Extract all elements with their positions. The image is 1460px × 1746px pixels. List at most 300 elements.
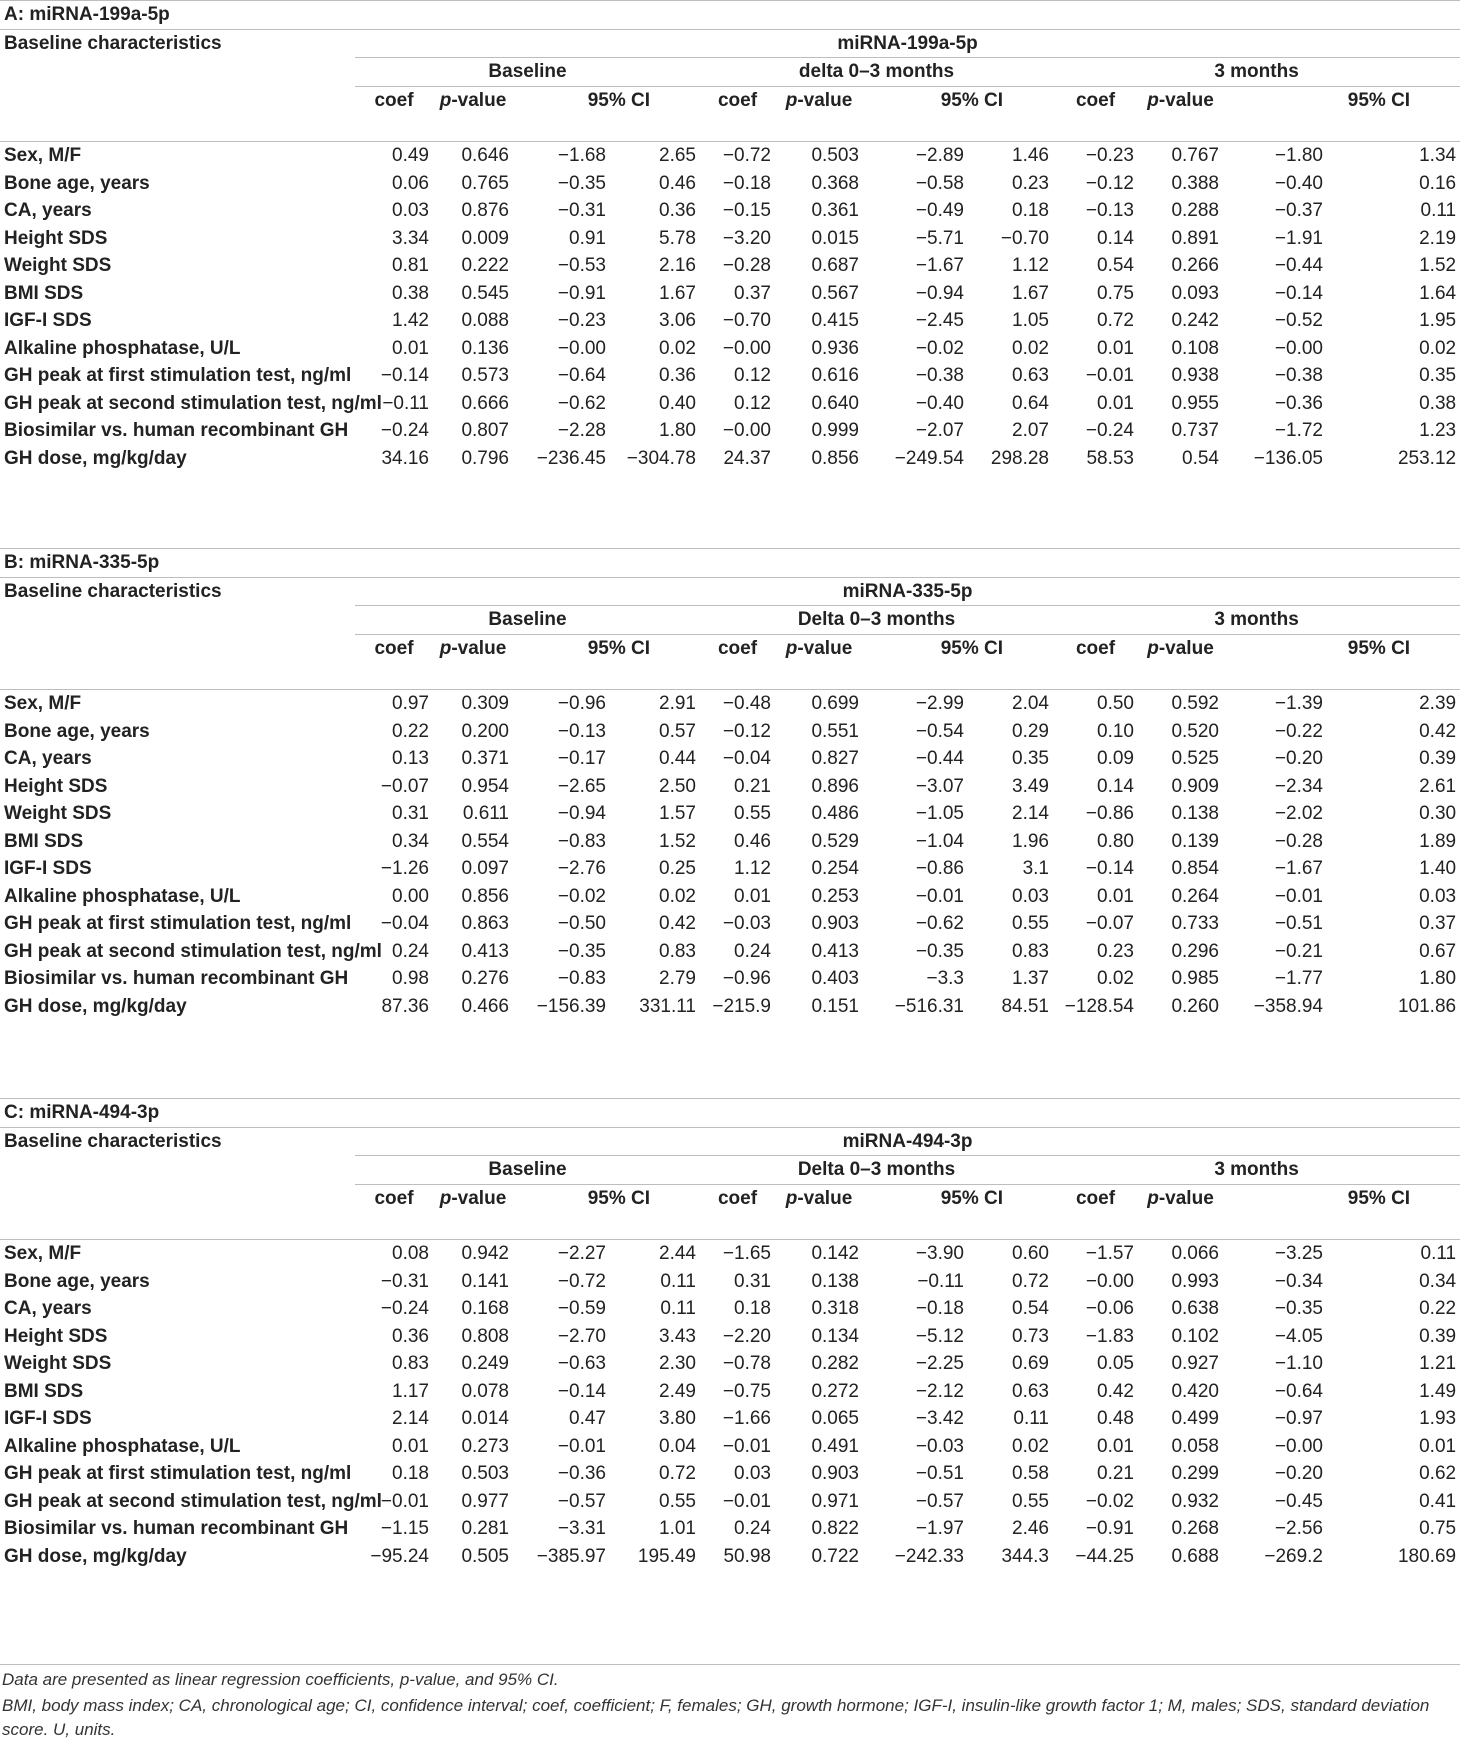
row-label: CA, years — [4, 748, 92, 769]
col-coef: coef — [374, 89, 414, 111]
cell-value: 0.242 — [1171, 310, 1219, 331]
cell-value: 3.49 — [1012, 775, 1049, 797]
cell-value: −0.03 — [915, 1435, 964, 1457]
col-95-ci: 95% CI — [1347, 637, 1411, 659]
cell-value: 0.253 — [811, 885, 859, 907]
cell-value: −1.65 — [722, 1243, 771, 1264]
cell-value: 1.17 — [392, 1380, 429, 1402]
cell-value: 0.856 — [811, 447, 859, 469]
cell-value: 0.249 — [461, 1353, 509, 1374]
cell-value: 0.54 — [1012, 1298, 1049, 1319]
cell-value: 0.01 — [392, 1435, 429, 1457]
row-label: Sex, M/F — [4, 1243, 82, 1264]
cell-value: 0.767 — [1171, 145, 1219, 166]
cell-value: 0.977 — [461, 1490, 509, 1512]
cell-value: 3.06 — [659, 310, 696, 331]
cell-value: −3.90 — [915, 1243, 964, 1264]
cell-value: 0.936 — [811, 337, 859, 359]
cell-value: 0.796 — [461, 447, 509, 469]
cell-value: 1.34 — [1419, 145, 1457, 166]
cell-value: 0.525 — [1171, 748, 1219, 769]
cell-value: −0.62 — [915, 913, 964, 934]
cell-value: 0.36 — [392, 1325, 429, 1347]
cell-value: 0.808 — [461, 1325, 509, 1347]
cell-value: 0.24 — [734, 1518, 771, 1539]
row-label: GH peak at second stimulation test, ng/ml — [4, 940, 382, 962]
cell-value: 0.891 — [1171, 227, 1219, 249]
cell-value: −3.25 — [1274, 1243, 1323, 1264]
cell-value: 0.03 — [1012, 885, 1049, 907]
cell-value: 0.01 — [1419, 1435, 1457, 1457]
cell-value: 0.03 — [1419, 885, 1457, 907]
table-row — [0, 993, 1460, 1021]
cell-value: −0.18 — [722, 172, 771, 194]
cell-value: −2.27 — [557, 1243, 606, 1264]
cell-value: 0.361 — [811, 200, 859, 221]
cell-value: 0.403 — [811, 968, 859, 989]
row-label: Bone age, years — [4, 720, 150, 742]
mirna-header: miRNA-199a-5p — [355, 29, 1460, 58]
cell-value: −0.00 — [722, 420, 771, 441]
table-row — [0, 745, 1460, 773]
table-row — [0, 773, 1460, 801]
cell-value: −2.76 — [557, 858, 606, 879]
cell-value: −0.36 — [557, 1463, 606, 1484]
table-row — [0, 1433, 1460, 1461]
cell-value: −0.04 — [380, 913, 429, 934]
cell-value: 0.807 — [461, 420, 509, 441]
cell-value: −0.53 — [557, 255, 606, 276]
cell-value: 0.01 — [734, 885, 771, 907]
cell-value: −0.83 — [557, 968, 606, 989]
cell-value: −0.03 — [722, 913, 771, 934]
cell-value: 0.35 — [1419, 365, 1457, 386]
cell-value: 0.288 — [1171, 200, 1219, 221]
cell-value: 0.640 — [811, 392, 859, 414]
cell-value: −3.31 — [557, 1518, 606, 1539]
cell-value: 1.37 — [1012, 968, 1049, 989]
cell-value: 2.30 — [659, 1353, 696, 1374]
cell-value: −0.49 — [915, 200, 964, 221]
cell-value: 0.687 — [811, 255, 859, 276]
cell-value: 0.688 — [1171, 1545, 1219, 1567]
table-row — [0, 800, 1460, 828]
cell-value: 2.14 — [1012, 803, 1049, 824]
cell-value: 0.909 — [1171, 775, 1219, 797]
cell-value: 0.42 — [1097, 1380, 1134, 1402]
col-coef: coef — [1075, 1187, 1116, 1209]
cell-value: −2.12 — [915, 1380, 964, 1402]
cell-value: 84.51 — [1001, 995, 1049, 1017]
cell-value: 3.34 — [392, 227, 429, 249]
cell-value: 0.13 — [392, 748, 429, 769]
cell-value: −3.42 — [915, 1408, 964, 1429]
cell-value: 0.50 — [1097, 693, 1134, 714]
cell-value: −0.51 — [1274, 913, 1323, 934]
cell-value: 0.554 — [461, 830, 509, 852]
cell-value: 344.3 — [1001, 1545, 1049, 1567]
cell-value: −1.91 — [1274, 227, 1323, 249]
cell-value: 0.491 — [811, 1435, 859, 1457]
cell-value: −0.15 — [722, 200, 771, 221]
cell-value: 0.282 — [811, 1353, 859, 1374]
cell-value: 58.53 — [1086, 447, 1134, 469]
cell-value: −2.02 — [1274, 803, 1323, 824]
cell-value: −1.67 — [1274, 858, 1323, 879]
cell-value: 3.43 — [659, 1325, 696, 1347]
cell-value: 0.822 — [811, 1518, 859, 1539]
cell-value: −0.48 — [722, 693, 771, 714]
cell-value: 2.65 — [659, 145, 696, 166]
cell-value: −0.11 — [917, 1270, 964, 1292]
cell-value: 0.55 — [1012, 913, 1049, 934]
cell-value: 0.75 — [1097, 282, 1134, 304]
cell-value: 0.97 — [392, 693, 429, 714]
table-row — [0, 1240, 1460, 1268]
cell-value: 5.78 — [659, 227, 696, 249]
cell-value: −385.97 — [536, 1545, 606, 1567]
cell-value: 0.75 — [1419, 1518, 1457, 1539]
cell-value: 0.11 — [1420, 200, 1457, 221]
cell-value: −2.65 — [557, 775, 606, 797]
cell-value: −0.35 — [557, 940, 606, 962]
table-row — [0, 1543, 1460, 1571]
cell-value: −0.94 — [915, 282, 964, 304]
cell-value: −0.57 — [915, 1490, 964, 1512]
cell-value: −2.28 — [557, 420, 606, 441]
cell-value: 195.49 — [637, 1545, 696, 1567]
row-label: GH peak at second stimulation test, ng/ml — [4, 1490, 382, 1512]
header-label: Baseline characteristics — [4, 580, 222, 602]
cell-value: 0.42 — [659, 913, 696, 934]
row-label: GH dose, mg/kg/day — [4, 1545, 187, 1567]
cell-value: −0.58 — [915, 172, 964, 194]
cell-value: −1.80 — [1274, 145, 1323, 166]
cell-value: 0.01 — [392, 337, 429, 359]
cell-value: −0.02 — [557, 885, 606, 907]
cell-value: 0.078 — [461, 1380, 509, 1402]
row-label: Weight SDS — [4, 1353, 112, 1374]
cell-value: 0.03 — [734, 1463, 771, 1484]
cell-value: 0.296 — [1171, 940, 1219, 962]
cell-value: 1.67 — [659, 282, 696, 304]
row-label: Height SDS — [4, 227, 108, 249]
group-header: delta 0–3 months — [700, 58, 1053, 87]
cell-value: −0.14 — [1274, 282, 1323, 304]
cell-value: −0.63 — [557, 1353, 606, 1374]
cell-value: −0.51 — [915, 1463, 964, 1484]
cell-value: 1.40 — [1419, 858, 1457, 879]
table-row — [0, 718, 1460, 746]
cell-value: −1.05 — [915, 803, 964, 824]
cell-value: 0.666 — [461, 392, 509, 414]
cell-value: 0.48 — [1097, 1408, 1134, 1429]
section-title: C: miRNA-494-3p — [0, 1099, 1460, 1128]
cell-value: 0.21 — [734, 775, 771, 797]
row-label: Weight SDS — [4, 255, 112, 276]
row-label: Weight SDS — [4, 803, 112, 824]
cell-value: −0.96 — [722, 968, 771, 989]
cell-value: 0.39 — [1419, 748, 1457, 769]
cell-value: 0.102 — [1171, 1325, 1219, 1347]
cell-value: 0.486 — [811, 803, 859, 824]
cell-value: −0.72 — [722, 145, 771, 166]
cell-value: 0.83 — [392, 1353, 429, 1374]
cell-value: 1.12 — [1012, 255, 1049, 276]
cell-value: −1.66 — [722, 1408, 771, 1429]
cell-value: 0.00 — [392, 885, 429, 907]
cell-value: 0.009 — [461, 227, 509, 249]
cell-value: −0.72 — [557, 1270, 606, 1292]
cell-value: 0.63 — [1012, 365, 1049, 386]
cell-value: −0.01 — [380, 1490, 429, 1512]
cell-value: −358.94 — [1253, 995, 1323, 1017]
col-coef: coef — [717, 89, 758, 111]
cell-value: −215.9 — [712, 995, 771, 1017]
cell-value: 0.932 — [1171, 1490, 1219, 1512]
cell-value: 0.83 — [1012, 940, 1049, 962]
cell-value: −1.04 — [915, 830, 964, 852]
table-row — [0, 1488, 1460, 1516]
cell-value: −0.01 — [557, 1435, 606, 1457]
cell-value: 0.29 — [1012, 720, 1049, 742]
cell-value: −0.06 — [1085, 1298, 1134, 1319]
cell-value: 0.39 — [1419, 1325, 1457, 1347]
cell-value: 0.733 — [1171, 913, 1219, 934]
col-95-ci: 95% CI — [1347, 89, 1411, 111]
col-p-value: p-value — [785, 1187, 853, 1209]
cell-value: 0.281 — [461, 1518, 509, 1539]
table-row — [0, 965, 1460, 993]
cell-value: 0.737 — [1171, 420, 1219, 441]
group-header: Baseline — [355, 606, 700, 635]
cell-value: −5.71 — [915, 227, 964, 249]
footnote-2: BMI, body mass index; CA, chronological age; CI, confidence interval; coef, coefficient; F, females; GH, growth hormone; IGF-I, insulin-like growth factor 1; M, males; SDS, standard deviation score. U, units. — [2, 1696, 1430, 1739]
cell-value: 0.36 — [659, 200, 696, 221]
row-label: Alkaline phosphatase, U/L — [4, 885, 241, 907]
cell-value: 3.1 — [1022, 858, 1049, 879]
cell-value: 0.954 — [461, 775, 509, 797]
cell-value: 0.466 — [461, 995, 509, 1017]
cell-value: 0.21 — [1097, 1463, 1134, 1484]
cell-value: 0.64 — [1012, 392, 1049, 414]
cell-value: −0.57 — [557, 1490, 606, 1512]
row-label: Alkaline phosphatase, U/L — [4, 337, 241, 359]
cell-value: 0.91 — [569, 227, 606, 249]
cell-value: 0.503 — [811, 145, 859, 166]
row-label: GH peak at first stimulation test, ng/ml — [4, 1463, 352, 1484]
cell-value: 0.01 — [1097, 392, 1134, 414]
cell-value: 0.02 — [1012, 1435, 1049, 1457]
cell-value: 0.260 — [1171, 995, 1219, 1017]
row-label: CA, years — [4, 200, 92, 221]
table-row — [0, 445, 1460, 473]
cell-value: 0.505 — [461, 1545, 509, 1567]
group-header: 3 months — [1053, 1156, 1460, 1185]
cell-value: 2.07 — [1012, 420, 1049, 441]
cell-value: 0.903 — [811, 1463, 859, 1484]
cell-value: 0.699 — [811, 693, 859, 714]
row-label: IGF-I SDS — [4, 1408, 92, 1429]
cell-value: 0.138 — [1171, 803, 1219, 824]
cell-value: 0.02 — [659, 337, 696, 359]
cell-value: 0.318 — [811, 1298, 859, 1319]
cell-value: 0.139 — [1171, 830, 1219, 852]
cell-value: −0.00 — [557, 337, 606, 359]
row-label: Sex, M/F — [4, 145, 82, 166]
cell-value: 0.413 — [461, 940, 509, 962]
cell-value: 0.57 — [659, 720, 696, 742]
cell-value: 0.55 — [659, 1490, 696, 1512]
cell-value: 0.22 — [392, 720, 429, 742]
col-coef: coef — [717, 1187, 758, 1209]
cell-value: 0.63 — [1012, 1380, 1049, 1402]
col-95-ci: 95% CI — [940, 89, 1003, 111]
cell-value: −0.36 — [1274, 392, 1323, 414]
cell-value: −1.83 — [1085, 1325, 1134, 1347]
cell-value: 0.065 — [811, 1408, 859, 1429]
row-label: IGF-I SDS — [4, 310, 92, 331]
cell-value: 1.80 — [1419, 968, 1457, 989]
section-title: B: miRNA-335-5p — [0, 549, 1460, 578]
cell-value: 0.273 — [461, 1435, 509, 1457]
cell-value: −0.23 — [557, 310, 606, 331]
cell-value: 0.98 — [392, 968, 429, 989]
cell-value: −0.14 — [380, 365, 429, 386]
cell-value: 0.015 — [811, 227, 859, 249]
cell-value: 0.42 — [1419, 720, 1457, 742]
cell-value: 0.55 — [734, 803, 771, 824]
cell-value: −269.2 — [1264, 1545, 1323, 1567]
table-row — [0, 1268, 1460, 1296]
cell-value: 0.18 — [734, 1298, 771, 1319]
cell-value: −2.34 — [1274, 775, 1323, 797]
cell-value: 0.272 — [811, 1380, 859, 1402]
cell-value: −236.45 — [536, 447, 606, 469]
row-label: Bone age, years — [4, 1270, 150, 1292]
cell-value: 2.14 — [392, 1408, 429, 1429]
table-row — [0, 142, 1460, 170]
cell-value: 298.28 — [990, 447, 1049, 469]
cell-value: 0.18 — [392, 1463, 429, 1484]
cell-value: 0.81 — [392, 255, 429, 276]
cell-value: −1.15 — [380, 1518, 429, 1539]
cell-value: 0.520 — [1171, 720, 1219, 742]
cell-value: 2.79 — [659, 968, 696, 989]
cell-value: −0.64 — [557, 365, 606, 386]
cell-value: −0.44 — [915, 748, 964, 769]
cell-value: −0.14 — [1085, 858, 1134, 879]
section-title: A: miRNA-199a-5p — [0, 1, 1460, 30]
cell-value: 0.896 — [811, 775, 859, 797]
cell-value: 0.854 — [1171, 858, 1219, 879]
row-label: Biosimilar vs. human recombinant GH — [4, 1518, 349, 1539]
cell-value: 0.415 — [811, 310, 859, 331]
cell-value: 87.36 — [381, 995, 429, 1017]
cell-value: −0.20 — [1274, 1463, 1323, 1484]
cell-value: −0.00 — [1274, 1435, 1323, 1457]
cell-value: −0.83 — [557, 830, 606, 852]
cell-value: 0.254 — [811, 858, 859, 879]
cell-value: 0.276 — [461, 968, 509, 989]
cell-value: −0.59 — [557, 1298, 606, 1319]
cell-value: 0.11 — [660, 1298, 696, 1319]
cell-value: −2.89 — [915, 145, 964, 166]
col-95-ci: 95% CI — [587, 637, 650, 659]
col-coef: coef — [374, 637, 414, 659]
cell-value: −0.01 — [722, 1435, 771, 1457]
col-p-value: p-value — [1147, 89, 1214, 111]
cell-value: −242.33 — [894, 1545, 964, 1567]
section-c-table — [0, 1098, 1460, 1570]
cell-value: 0.47 — [569, 1408, 606, 1429]
table-row — [0, 690, 1460, 718]
cell-value: −0.18 — [915, 1298, 964, 1319]
cell-value: 0.04 — [659, 1435, 696, 1457]
cell-value: 0.499 — [1171, 1408, 1219, 1429]
cell-value: 0.066 — [1171, 1243, 1219, 1264]
cell-value: 0.02 — [1097, 968, 1134, 989]
row-label: BMI SDS — [4, 1380, 84, 1402]
cell-value: −1.10 — [1274, 1353, 1323, 1374]
section-b-table — [0, 548, 1460, 1020]
cell-value: 0.999 — [811, 420, 859, 441]
cell-value: 1.80 — [659, 420, 696, 441]
section-a-table — [0, 0, 1460, 472]
cell-value: 0.03 — [392, 200, 429, 221]
row-label: GH peak at first stimulation test, ng/ml — [4, 913, 352, 934]
col-95-ci: 95% CI — [940, 1187, 1003, 1209]
cell-value: −0.54 — [915, 720, 964, 742]
cell-value: 0.37 — [734, 282, 771, 304]
cell-value: −0.01 — [1085, 365, 1134, 386]
header-label: Baseline characteristics — [4, 1130, 222, 1152]
cell-value: 253.12 — [1397, 447, 1457, 469]
cell-value: 0.80 — [1097, 830, 1134, 852]
row-label: Bone age, years — [4, 172, 150, 194]
cell-value: 0.646 — [461, 145, 509, 166]
cell-value: 0.309 — [461, 693, 509, 714]
cell-value: 0.388 — [1171, 172, 1219, 194]
cell-value: −0.38 — [915, 365, 964, 386]
cell-value: 331.11 — [639, 995, 696, 1017]
cell-value: −0.12 — [722, 720, 771, 742]
table-row — [0, 1323, 1460, 1351]
cell-value: −0.12 — [1085, 172, 1134, 194]
row-label: GH dose, mg/kg/day — [4, 995, 187, 1017]
cell-value: −95.24 — [370, 1545, 429, 1567]
cell-value: 0.108 — [1171, 337, 1219, 359]
cell-value: 0.22 — [1419, 1298, 1457, 1319]
table-row — [0, 362, 1460, 390]
cell-value: −0.00 — [1085, 1270, 1134, 1292]
cell-value: 1.52 — [659, 830, 696, 852]
cell-value: −156.39 — [536, 995, 606, 1017]
cell-value: 0.856 — [461, 885, 509, 907]
cell-value: −0.70 — [1000, 227, 1049, 249]
cell-value: −516.31 — [894, 995, 964, 1017]
cell-value: 0.266 — [1171, 255, 1219, 276]
cell-value: −0.31 — [380, 1270, 429, 1292]
cell-value: 24.37 — [723, 447, 771, 469]
cell-value: 0.368 — [811, 172, 859, 194]
cell-value: −0.45 — [1274, 1490, 1323, 1512]
cell-value: −0.40 — [1274, 172, 1323, 194]
cell-value: 1.57 — [659, 803, 696, 824]
group-header: Delta 0–3 months — [700, 606, 1053, 635]
cell-value: 0.927 — [1171, 1353, 1219, 1374]
cell-value: 1.01 — [659, 1518, 696, 1539]
